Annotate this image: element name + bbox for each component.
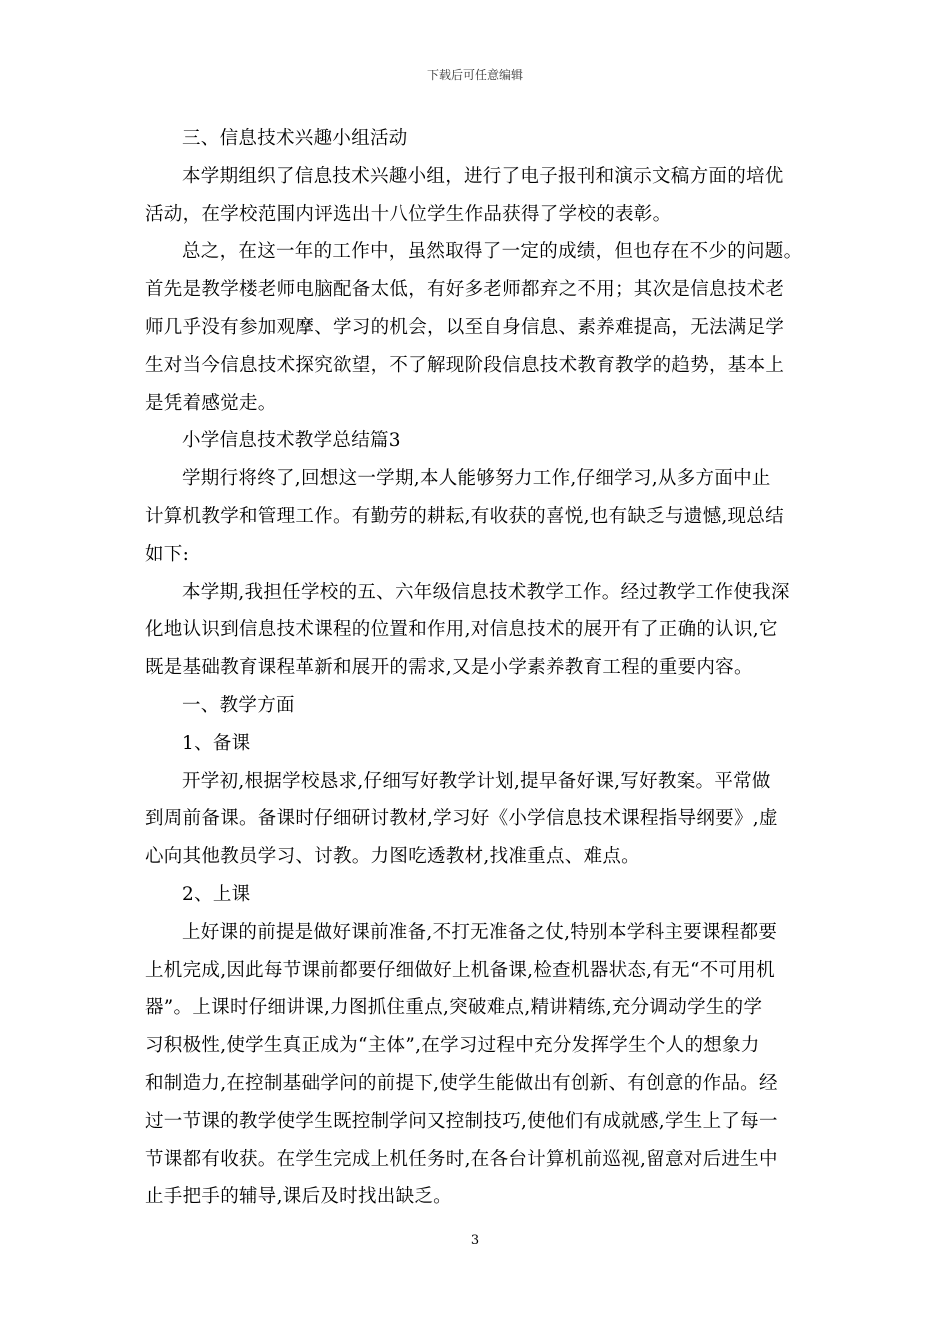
text-line: 1、备课: [182, 732, 251, 754]
text-line: 开学初,根据学校恳求,仔细写好教学计划,提早备好课,写好教案。平常做: [182, 770, 771, 792]
paragraph: [145, 233, 805, 422]
text-line: 既是基础教育课程革新和展开的需求,又是小学素养教育工程的重要内容。: [145, 657, 753, 679]
paragraph: [145, 422, 805, 460]
text-line: 器”。上课时仔细讲课,力图抓住重点,突破难点,精讲精练,充分调动学生的学: [145, 997, 763, 1019]
document-body: [145, 120, 805, 1216]
paragraph: [145, 687, 805, 725]
text-line: 到周前备课。备课时仔细研讨教材,学习好《小学信息技术课程指导纲要》,虚: [145, 808, 778, 830]
text-line: 首先是教学楼老师电脑配备太低，有好多老师都弃之不用；其次是信息技术老: [145, 279, 785, 301]
text-line: 上机完成,因此每节课前都要仔细做好上机备课,检查机器状态,有无“不可用机: [145, 959, 775, 981]
text-line: 计算机教学和管理工作。有勤劳的耕耘,有收获的喜悦,也有缺乏与遗憾,现总结: [145, 505, 784, 527]
paragraph: [145, 158, 805, 234]
text-line: 学期行将终了,回想这一学期,本人能够努力工作,仔细学习,从多方面中止: [182, 468, 771, 490]
paragraph: [145, 876, 805, 914]
text-line: 化地认识到信息技术课程的位置和作用,对信息技术的展开有了正确的认识,它: [145, 619, 778, 641]
text-line: 一、教学方面: [182, 694, 295, 716]
paragraph: [145, 120, 805, 158]
text-line: 过一节课的教学使学生既控制学问又控制技巧,使他们有成就感,学生上了每一: [145, 1110, 778, 1132]
paragraph: [145, 763, 805, 876]
text-line: 节课都有收获。在学生完成上机任务时,在各台计算机前巡视,留意对后进生中: [145, 1148, 778, 1170]
text-line: 师几乎没有参加观摩、学习的机会，以至自身信息、素养难提高，无法满足学: [145, 316, 785, 338]
text-line: 三、信息技术兴趣小组活动: [182, 128, 408, 149]
text-line: 生对当今信息技术探究欲望，不了解现阶段信息技术教育教学的趋势，基本上: [145, 354, 785, 376]
text-line: 和制造力,在控制基础学问的前提下,使学生能做出有创新、有创意的作品。经: [145, 1072, 778, 1094]
paragraph: [145, 914, 805, 1216]
text-line: 如下:: [145, 543, 190, 565]
paragraph: [145, 574, 805, 687]
text-line: 是凭着感觉走。: [145, 392, 277, 414]
text-line: 止手把手的辅导,课后及时找出缺乏。: [145, 1186, 452, 1208]
text-line: 习积极性,使学生真正成为“主体”,在学习过程中充分发挥学生个人的想象力: [145, 1035, 760, 1057]
text-line: 活动，在学校范围内评选出十八位学生作品获得了学校的表彰。: [145, 203, 672, 225]
text-line: 心向其他教员学习、讨教。力图吃透教材,找准重点、难点。: [145, 846, 640, 868]
text-line: 2、上课: [182, 883, 251, 905]
text-line: 小学信息技术教学总结篇3: [182, 430, 401, 452]
text-line: 本学期,我担任学校的五、六年级信息技术教学工作。经过教学工作使我深: [182, 581, 790, 603]
text-line: 上好课的前提是做好课前准备,不打无准备之仗,特别本学科主要课程都要: [182, 921, 778, 943]
paragraph: [145, 460, 805, 573]
text-line: 总之，在这一年的工作中，虽然取得了一定的成绩，但也存在不少的问题。: [182, 241, 803, 263]
text-line: 本学期组织了信息技术兴趣小组，进行了电子报刊和演示文稿方面的培优: [182, 165, 784, 187]
paragraph: [145, 725, 805, 763]
page-header: 下载后可任意编辑: [426, 68, 523, 82]
page-number: 3: [470, 1233, 480, 1248]
